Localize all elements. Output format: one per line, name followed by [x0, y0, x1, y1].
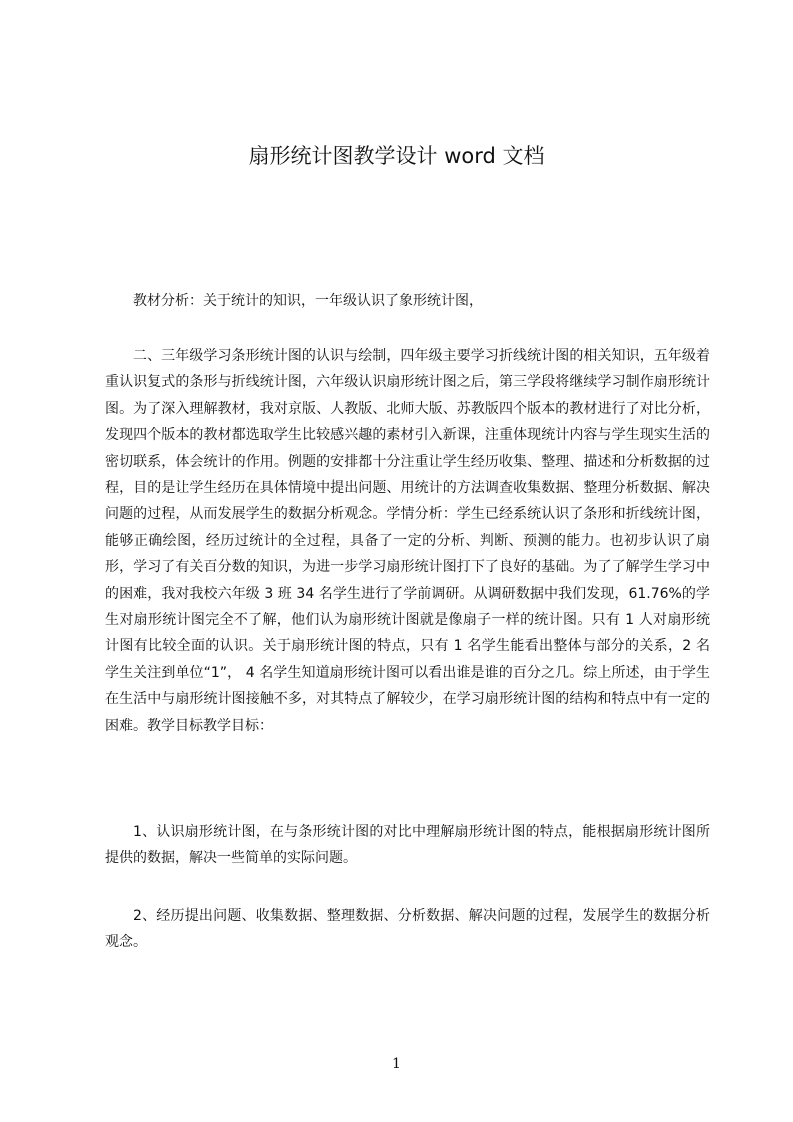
page-number: 1	[392, 1056, 401, 1072]
paragraph-goal-2: 2、经历提出问题、收集数据、整理数据、分析数据、解决问题的过程，发展学生的数据分析观念。	[105, 908, 710, 951]
paragraph-textbook-analysis: 教材分析：关于统计的知识，一年级认识了象形统计图，	[133, 293, 483, 309]
paragraph-goal-1: 1、认识扇形统计图，在与条形统计图的对比中理解扇形统计图的特点，能根据扇形统计图所提供的数据，解决一些简单的实际问题。	[105, 824, 710, 867]
paragraph-analysis-details: 二、三年级学习条形统计图的认识与绘制，四年级主要学习折线统计图的相关知识，五年级着重认识复式的条形与折线统计图，六年级认识扇形统计图之后，第三学段将继续学习制作扇形统计图。为了深入理解教材，我对京版、人教版、北师大版、苏教版四个版本的教材进行了对比分析，发现四个版本的教材都选取学生比较感兴趣的素材引入新课，注重体现统计内容与学生现实生活的密切联系，体会统计的作用。例题的安排都十分注重让学生经历收集、整理、描述和分析数据的过程，目的是让学生经历在具体情境中提出问题、用统计的方法调查收集数据、整理分析数据、解决问题的过程，从而发展学生的数据分析观念。学情分析：学生已经系统认识了条形和折线统计图，能够正确绘图，经历过统计的全过程，具备了一定的分析、判断、预测的能力。也初步认识了扇形，学习了有关百分数的知识，为进一步学习扇形统计图打下了良好的基础。为了了解学生学习中的困难，我对我校六年级 3 班 34 名学生进行了学前调研。从调研数据中我们发现，61.76%的学生对扇形统计图完全不了解，他们认为扇形统计图就是像扇子一样的统计图。只有 1 人对扇形统计图有比较全面的认识。关于扇形统计图的特点，只有 1 名学生能看出整体与部分的关系，2 名学生关注到单位“1”， 4 名学生知道扇形统计图可以看出谁是谁的百分之几。综上所述，由于学生在生活中与扇形统计图接触不多，对其特点了解较少，在学习扇形统计图的结构和特点中有一定的困难。教学目标教学目标：	[105, 348, 710, 734]
document-title: 扇形统计图教学设计 word 文档	[248, 144, 545, 168]
